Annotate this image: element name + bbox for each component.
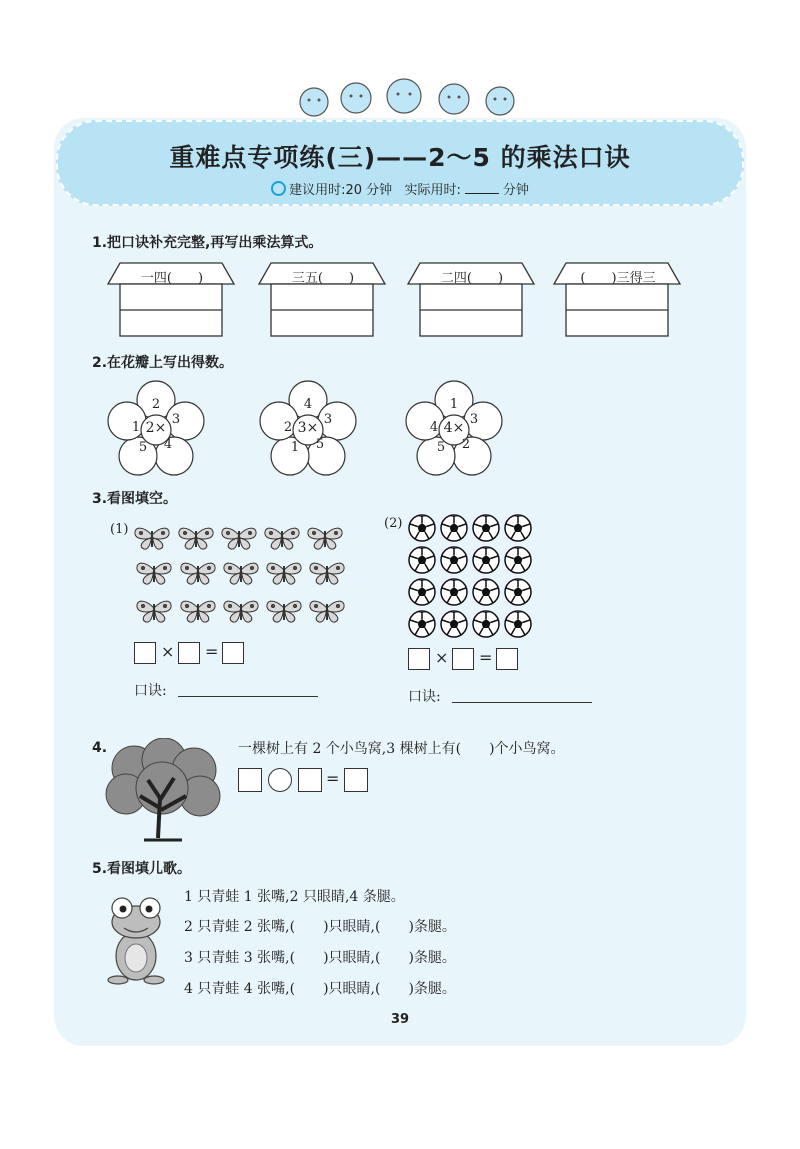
flower-2: [258, 380, 358, 480]
petal-number: 5: [315, 437, 325, 452]
q4-number: 4.: [92, 740, 108, 756]
q5-heading: 5.看图填儿歌。: [92, 861, 192, 877]
page-title: 重难点专项练(三)——2～5 的乘法口诀: [169, 143, 631, 172]
petal-number: 2: [283, 420, 293, 435]
petal-number: 1: [131, 420, 141, 435]
q4-text: 一棵树上有 2 个小鸟窝,3 棵树上有( )个小鸟窝。: [238, 741, 565, 757]
answer-box[interactable]: [222, 642, 244, 664]
petal-number: 5: [436, 440, 446, 455]
equals-sign: =: [479, 648, 493, 667]
answer-box[interactable]: [178, 642, 200, 664]
petal-number: 4: [303, 397, 313, 412]
answer-box[interactable]: [344, 768, 368, 792]
answer-box[interactable]: [408, 648, 430, 670]
house-1: [106, 262, 236, 338]
house-label: 二四( ): [440, 271, 504, 286]
house-label: 三五( ): [291, 271, 355, 286]
house-label: ( )三得三: [580, 271, 656, 286]
flower-center: 3×: [297, 420, 319, 436]
operator-circle[interactable]: [268, 768, 292, 792]
petal-number: 2: [461, 437, 471, 452]
soccer-balls-image: [406, 512, 536, 642]
koujue-blank[interactable]: [178, 696, 318, 697]
answer-box[interactable]: [134, 642, 156, 664]
suggested-time: 建议用时:20 分钟: [289, 183, 393, 198]
answer-box[interactable]: [238, 768, 262, 792]
actual-time-label: 实际用时:: [404, 183, 461, 198]
frog-image: [104, 896, 168, 986]
q1-heading: 1.把口诀补充完整,再写出乘法算式。: [92, 235, 323, 251]
petal-number: 4: [163, 437, 173, 452]
q3-part1-label: (1): [110, 522, 129, 537]
petal-number: 5: [138, 440, 148, 455]
koujue-label: 口诀:: [408, 689, 441, 705]
answer-box[interactable]: [496, 648, 518, 670]
tree-image: [104, 738, 222, 844]
equals-sign: =: [326, 769, 340, 788]
times-sign: ×: [435, 648, 449, 667]
petal-number: 4: [429, 420, 439, 435]
house-4: [552, 262, 682, 338]
flower-1: [106, 380, 206, 480]
flower-3: [404, 380, 504, 480]
actual-time-blank[interactable]: [465, 193, 499, 194]
song-line: 2 只青蛙 2 张嘴,( )只眼睛,( )条腿。: [184, 919, 456, 935]
equals-sign: =: [205, 642, 219, 661]
butterflies-image: [130, 520, 360, 630]
koujue-blank[interactable]: [452, 702, 592, 703]
q3-heading: 3.看图填空。: [92, 491, 178, 507]
house-2: [257, 262, 387, 338]
petal-number: 3: [323, 412, 333, 427]
flower-center: 4×: [443, 420, 465, 436]
clock-icon: [271, 181, 286, 196]
q2-heading: 2.在花瓣上写出得数。: [92, 355, 234, 371]
koujue-label: 口诀:: [134, 683, 167, 699]
time-info: [0, 179, 800, 198]
times-sign: ×: [161, 642, 175, 661]
actual-time-unit: 分钟: [502, 183, 529, 198]
petal-number: 3: [171, 412, 181, 427]
answer-box[interactable]: [452, 648, 474, 670]
song-line: 3 只青蛙 3 张嘴,( )只眼睛,( )条腿。: [184, 950, 456, 966]
flower-center: 2×: [145, 420, 167, 436]
petal-number: 1: [449, 397, 459, 412]
q3-part2-label: (2): [384, 516, 403, 531]
petal-number: 3: [469, 412, 479, 427]
song-line: 1 只青蛙 1 张嘴,2 只眼睛,4 条腿。: [184, 889, 405, 905]
house-3: [406, 262, 536, 338]
petal-number: 1: [290, 440, 300, 455]
song-line: 4 只青蛙 4 张嘴,( )只眼睛,( )条腿。: [184, 981, 456, 997]
house-label: 一四( ): [140, 271, 204, 286]
kids-illustration: [292, 74, 532, 122]
page-number: 39: [390, 1012, 410, 1027]
petal-number: 2: [151, 397, 161, 412]
answer-box[interactable]: [298, 768, 322, 792]
